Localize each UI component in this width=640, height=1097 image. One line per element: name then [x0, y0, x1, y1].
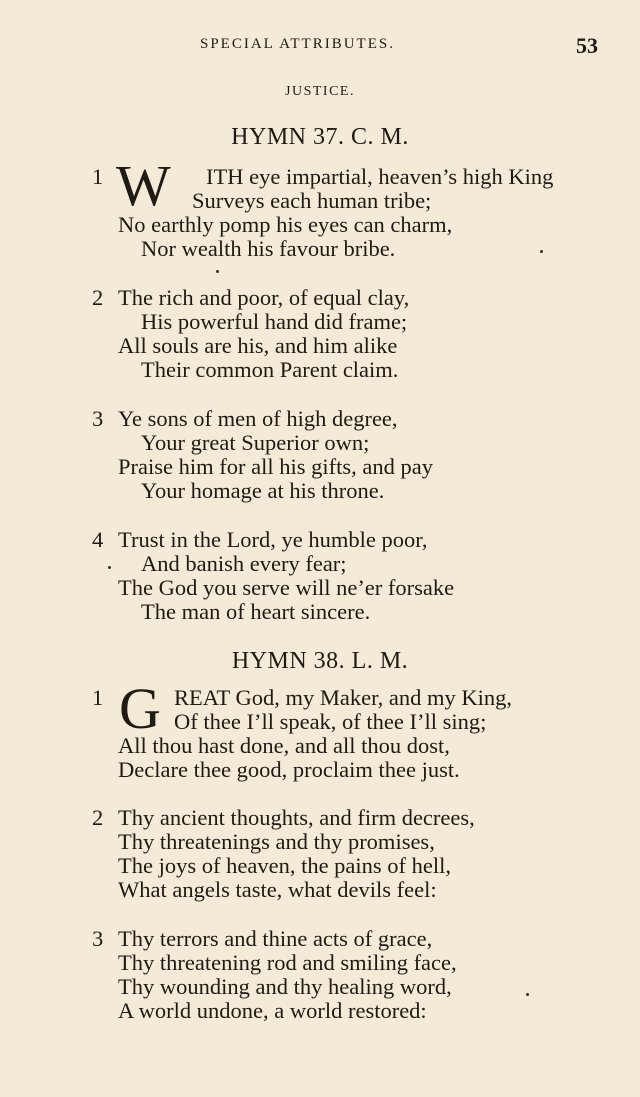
verse-line: His powerful hand did frame;	[141, 309, 408, 334]
stanza-number: 2	[92, 285, 104, 310]
stanza-number: 1	[92, 164, 104, 189]
verse-line: Thy threatenings and thy promises,	[118, 829, 435, 854]
verse-line: Your great Superior own;	[141, 430, 370, 455]
verse-line: The God you serve will ne’er forsake	[118, 575, 455, 600]
verse-line: The man of heart sincere.	[141, 599, 371, 624]
verse-line: Declare thee good, proclaim thee just.	[118, 757, 460, 782]
verse-line: The rich and poor, of equal clay,	[118, 285, 410, 310]
hymn-title: HYMN 38. L. M.	[231, 648, 409, 674]
verse-line: Trust in the Lord, ye humble poor,	[118, 527, 428, 552]
verse-line: Thy wounding and thy healing word,	[118, 974, 452, 999]
verse-line: Their common Parent claim.	[141, 357, 399, 382]
running-head: SPECIAL ATTRIBUTES.	[200, 36, 395, 52]
verse-line: And banish every fear;	[141, 551, 347, 576]
verse-line: All thou hast done, and all thou dost,	[118, 733, 450, 758]
verse-line: Thy threatening rod and smiling face,	[118, 950, 457, 975]
stanza-number: 3	[92, 926, 104, 951]
print-speck	[540, 250, 543, 253]
page-number: 53	[576, 33, 598, 58]
verse-line: REAT God, my Maker, and my King,	[174, 685, 513, 710]
stanza-number: 1	[92, 685, 104, 710]
verse-line: Praise him for all his gifts, and pay	[118, 454, 433, 479]
verse-line: A world undone, a world restored:	[118, 998, 427, 1023]
drop-cap: G	[119, 676, 161, 741]
stanza-number: 2	[92, 805, 104, 830]
hymn-title: HYMN 37. C. M.	[231, 124, 409, 150]
verse-line: Your homage at his throne.	[141, 478, 385, 503]
verse-line: Thy terrors and thine acts of grace,	[118, 926, 433, 951]
print-speck	[526, 993, 529, 996]
print-speck	[108, 566, 111, 569]
verse-line: The joys of heaven, the pains of hell,	[118, 853, 452, 878]
verse-line: What angels taste, what devils feel:	[118, 877, 437, 902]
stanza-number: 3	[92, 406, 104, 431]
verse-line: Thy ancient thoughts, and firm decrees,	[118, 805, 475, 830]
stanza-number: 4	[92, 527, 104, 552]
verse-line: Surveys each human tribe;	[192, 188, 432, 213]
verse-line: ITH eye impartial, heaven’s high King	[206, 164, 554, 189]
verse-line: No earthly pomp his eyes can charm,	[118, 212, 453, 237]
verse-line: All souls are his, and him alike	[118, 333, 398, 358]
verse-line: Of thee I’ll speak, of thee I’ll sing;	[174, 709, 487, 734]
drop-cap: W	[116, 153, 171, 218]
section-title: JUSTICE.	[285, 84, 355, 99]
print-speck	[216, 270, 219, 273]
verse-line: Ye sons of men of high degree,	[118, 406, 398, 431]
verse-line: Nor wealth his favour bribe.	[141, 236, 396, 261]
